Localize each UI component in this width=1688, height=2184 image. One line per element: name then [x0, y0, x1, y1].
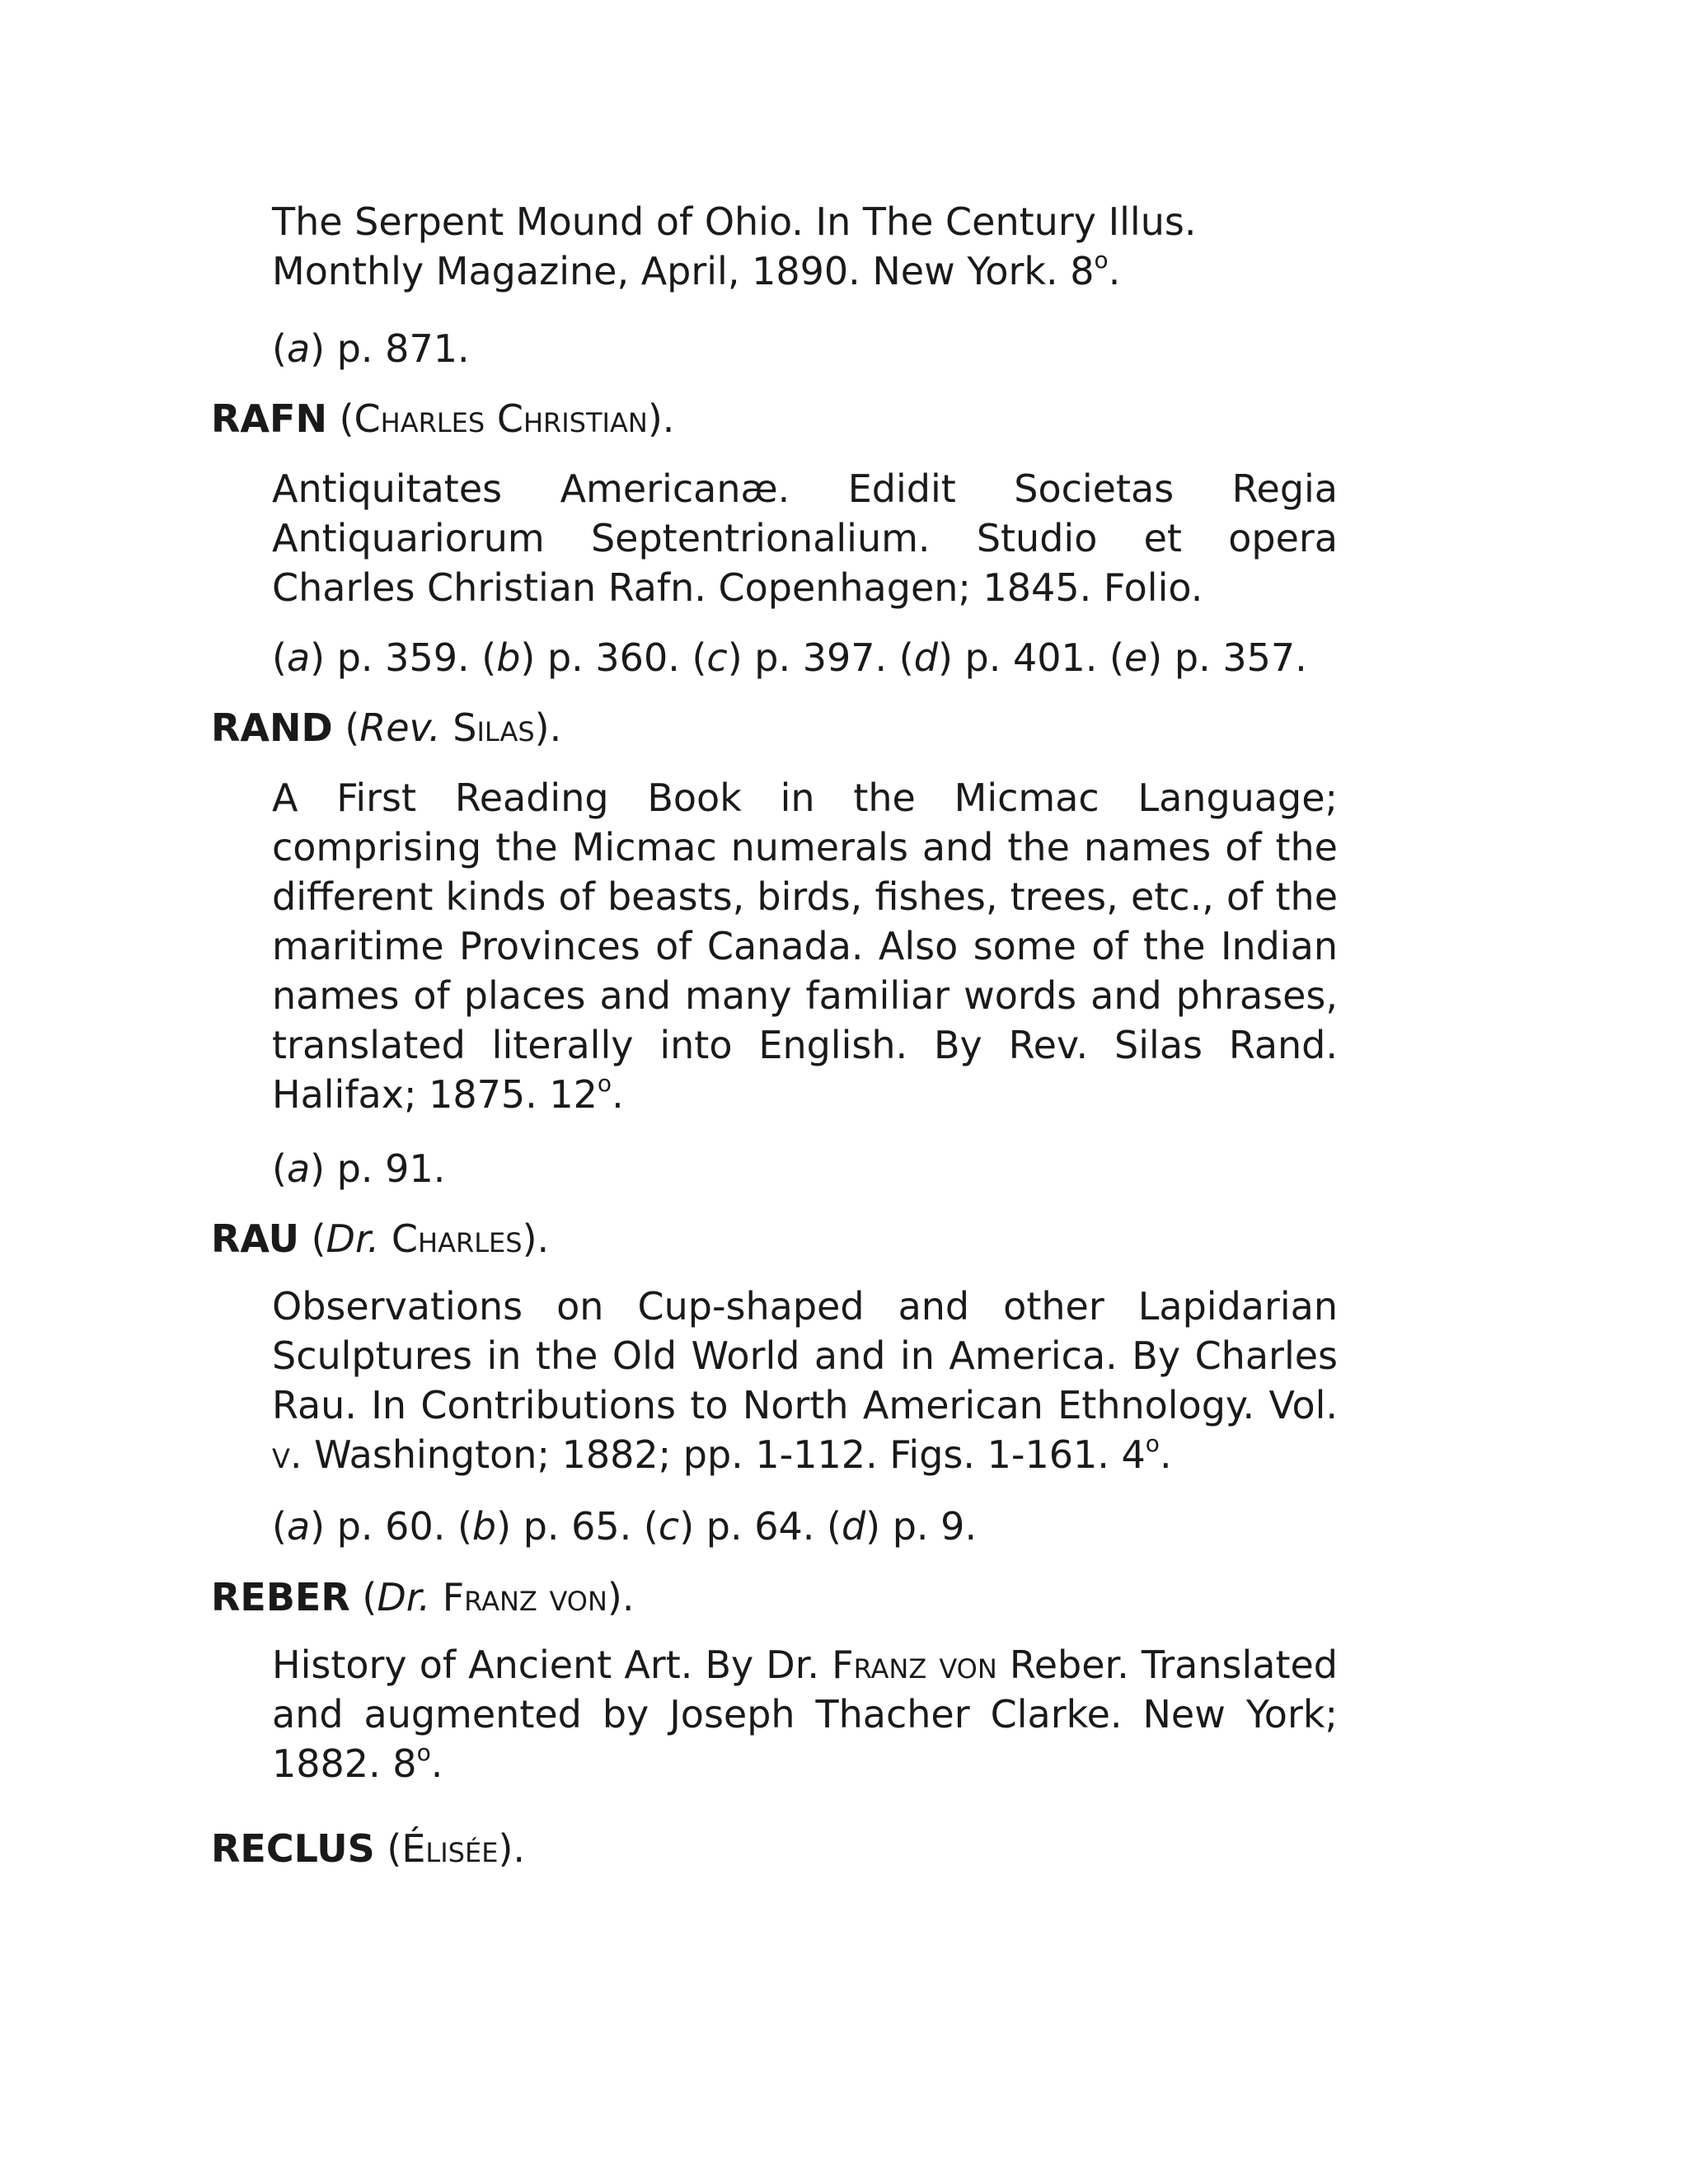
author-heading-rafn: RAFN (Charles Christian).: [211, 396, 675, 441]
author-title: Rev.: [359, 705, 441, 750]
work-history-of-ancient-art: History of Ancient Art. By Dr. Franz von Reber. Translated and augmented by Joseph Thacher Clarke. New York; 1882. 8$^o$.: [272, 1643, 1338, 1786]
degree-sign: o: [1145, 1430, 1160, 1457]
author-heading-reclus: RECLUS (Élisée).: [211, 1826, 526, 1871]
work-text: The Serpent Mound of Ohio. In The Century Illus. Monthly Magazine, April, 1890. New York. 8: [272, 199, 1197, 293]
author-title: Dr.: [326, 1216, 380, 1261]
author-heading-rand: RAND (Rev. Silas).: [211, 705, 562, 750]
ref-letter: a: [286, 326, 311, 371]
author-surname: RAND: [211, 705, 333, 750]
author-forenames: Charles: [391, 1216, 523, 1261]
work-text: Antiquitates Americanæ. Edidit Societas Regia Antiquariorum Septentrionalium. Studio et opera Charles Christian Rafn. Copenhagen; 1845. Folio.: [272, 466, 1338, 610]
work-micmac-reading-book: A First Reading Book in the Micmac Language; comprising the Micmac numerals and the names of the different kinds of beasts, birds, fishes, trees, etc., of the maritime Provinces of Canada. Also some of the Indian names of places and many familiar words and phrases, translated literally into English. By Rev. Silas Rand. Halifax; 1875. 12$^o$.: [272, 776, 1338, 1117]
degree-sign: o: [416, 1739, 431, 1766]
page-refs-serpent-mound: (a) p. 871.: [272, 326, 470, 371]
page-refs-rafn: (a) p. 359. (b) p. 360. (c) p. 397. (d) p. 401. (e) p. 357.: [272, 635, 1307, 680]
author-surname: RAU: [211, 1216, 299, 1261]
degree-sign: o: [1094, 246, 1109, 274]
author-forenames: Charles Christian: [354, 396, 648, 441]
author-surname: REBER: [211, 1575, 350, 1619]
author-forenames: Élisée: [401, 1826, 499, 1871]
page-refs-rand: (a) p. 91.: [272, 1146, 446, 1191]
work-serpent-mound: The Serpent Mound of Ohio. In The Century Illus. Monthly Magazine, April, 1890. New York. 8$^o$.: [272, 199, 1197, 293]
author-surname: RAFN: [211, 396, 327, 441]
author-name-smallcaps: Franz von: [832, 1643, 997, 1687]
author-surname: RECLUS: [211, 1826, 375, 1871]
work-antiquitates-americanae: [272, 464, 1338, 612]
page-refs-rau: (a) p. 60. (b) p. 65. (c) p. 64. (d) p. 9.: [272, 1504, 978, 1549]
author-heading-rau: RAU (Dr. Charles).: [211, 1216, 550, 1261]
author-title: Dr.: [377, 1575, 431, 1619]
work-cup-shaped-sculptures: Observations on Cup-shaped and other Lapidarian Sculptures in the Old World and in America. By Charles Rau. In Contributions to North American Ethnology. Vol. v. Washington; 1882; pp. 1-112. Figs. 1-161. 4$^o$.: [272, 1284, 1338, 1477]
author-forenames: Franz von: [442, 1575, 607, 1619]
volume-number: v: [272, 1432, 290, 1477]
work-text: A First Reading Book in the Micmac Language; comprising the Micmac numerals and the names of the different kinds of beasts, birds, fishes, trees, etc., of the maritime Provinces of Canada. Also some of the Indian names of places and many familiar words and phrases, translated literally into English. By Rev. Silas Rand. Halifax; 1875. 12: [272, 776, 1338, 1117]
author-forenames: Silas: [452, 705, 535, 750]
work-text: History of Ancient Art. By Dr.: [272, 1643, 832, 1687]
degree-sign: o: [597, 1070, 612, 1097]
ref-page: p. 871.: [336, 326, 470, 371]
author-heading-reber: REBER (Dr. Franz von).: [211, 1575, 635, 1619]
work-text: Observations on Cup-shaped and other Lapidarian Sculptures in the Old World and in America. By Charles Rau. In Contributions to North American Ethnology. Vol.: [272, 1284, 1338, 1427]
